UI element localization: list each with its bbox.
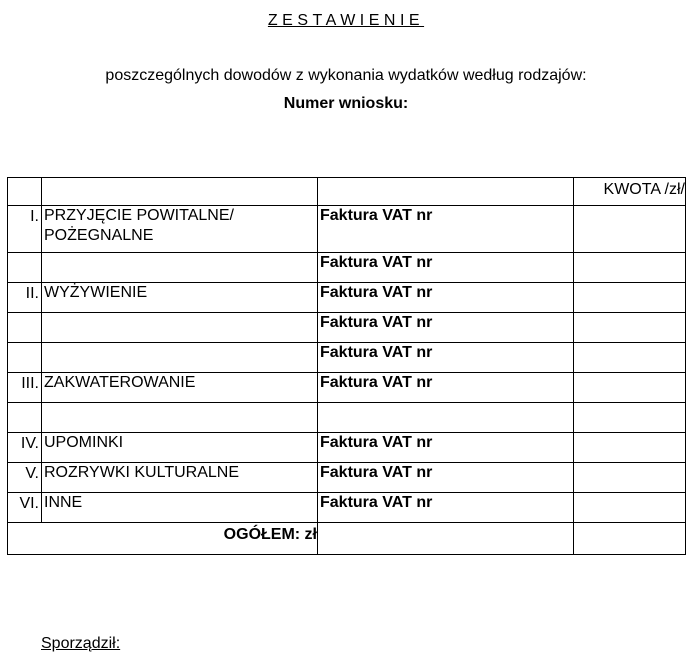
- row-document: Faktura VAT nr: [318, 493, 574, 523]
- expense-table: [7, 177, 686, 555]
- row-category: PRZYJĘCIE POWITALNE/ POŻEGNALNE: [42, 206, 318, 253]
- header-cell-category: [42, 178, 318, 206]
- row-amount: [574, 206, 686, 253]
- row-index: [8, 313, 42, 343]
- row-index: [8, 403, 42, 433]
- row-amount: [574, 283, 686, 313]
- total-amount-cell: [574, 523, 686, 555]
- row-index: II.: [8, 283, 42, 313]
- row-document: Faktura VAT nr: [318, 206, 574, 253]
- prepared-by-label: Sporządził:: [41, 635, 121, 652]
- header-cell-index: [8, 178, 42, 206]
- table-row: [8, 253, 686, 283]
- row-index: IV.: [8, 433, 42, 463]
- row-index: I.: [8, 206, 42, 253]
- table-row: [8, 283, 686, 313]
- row-document: Faktura VAT nr: [318, 343, 574, 373]
- table-row: [8, 373, 686, 403]
- table-row: [8, 493, 686, 523]
- row-amount: [574, 313, 686, 343]
- row-category: ZAKWATEROWANIE: [42, 373, 318, 403]
- row-amount: [574, 403, 686, 433]
- row-document: Faktura VAT nr: [318, 283, 574, 313]
- table-row: [8, 313, 686, 343]
- header-cell-document: [318, 178, 574, 206]
- table-row: [8, 403, 686, 433]
- row-document: Faktura VAT nr: [318, 253, 574, 283]
- row-document: Faktura VAT nr: [318, 313, 574, 343]
- application-number-label: Numer wniosku:: [283, 95, 409, 112]
- header-cell-amount: KWOTA /zł/: [574, 178, 686, 206]
- total-document-cell: [318, 523, 574, 555]
- table-header-row: [8, 178, 686, 206]
- row-category: [42, 343, 318, 373]
- row-category: [42, 403, 318, 433]
- row-category: [42, 253, 318, 283]
- document-title: ZESTAWIENIE: [267, 12, 425, 29]
- row-category: WYŻYWIENIE: [42, 283, 318, 313]
- row-amount: [574, 463, 686, 493]
- row-amount: [574, 253, 686, 283]
- row-category: INNE: [42, 493, 318, 523]
- row-index: VI.: [8, 493, 42, 523]
- document-subtitle: poszczególnych dowodów z wykonania wydatków według rodzajów:: [105, 67, 587, 84]
- row-category: ROZRYWKI KULTURALNE: [42, 463, 318, 493]
- total-row: [8, 523, 686, 555]
- row-index: III.: [8, 373, 42, 403]
- table-row: [8, 433, 686, 463]
- table-row: [8, 463, 686, 493]
- row-index: [8, 343, 42, 373]
- row-amount: [574, 493, 686, 523]
- row-category: UPOMINKI: [42, 433, 318, 463]
- row-document: Faktura VAT nr: [318, 463, 574, 493]
- row-amount: [574, 433, 686, 463]
- total-label: OGÓŁEM: zł: [8, 523, 318, 555]
- row-amount: [574, 373, 686, 403]
- row-document: [318, 403, 574, 433]
- row-index: V.: [8, 463, 42, 493]
- row-amount: [574, 343, 686, 373]
- row-index: [8, 253, 42, 283]
- row-category: [42, 313, 318, 343]
- row-document: Faktura VAT nr: [318, 373, 574, 403]
- table-row: [8, 343, 686, 373]
- row-document: Faktura VAT nr: [318, 433, 574, 463]
- table-row: [8, 206, 686, 253]
